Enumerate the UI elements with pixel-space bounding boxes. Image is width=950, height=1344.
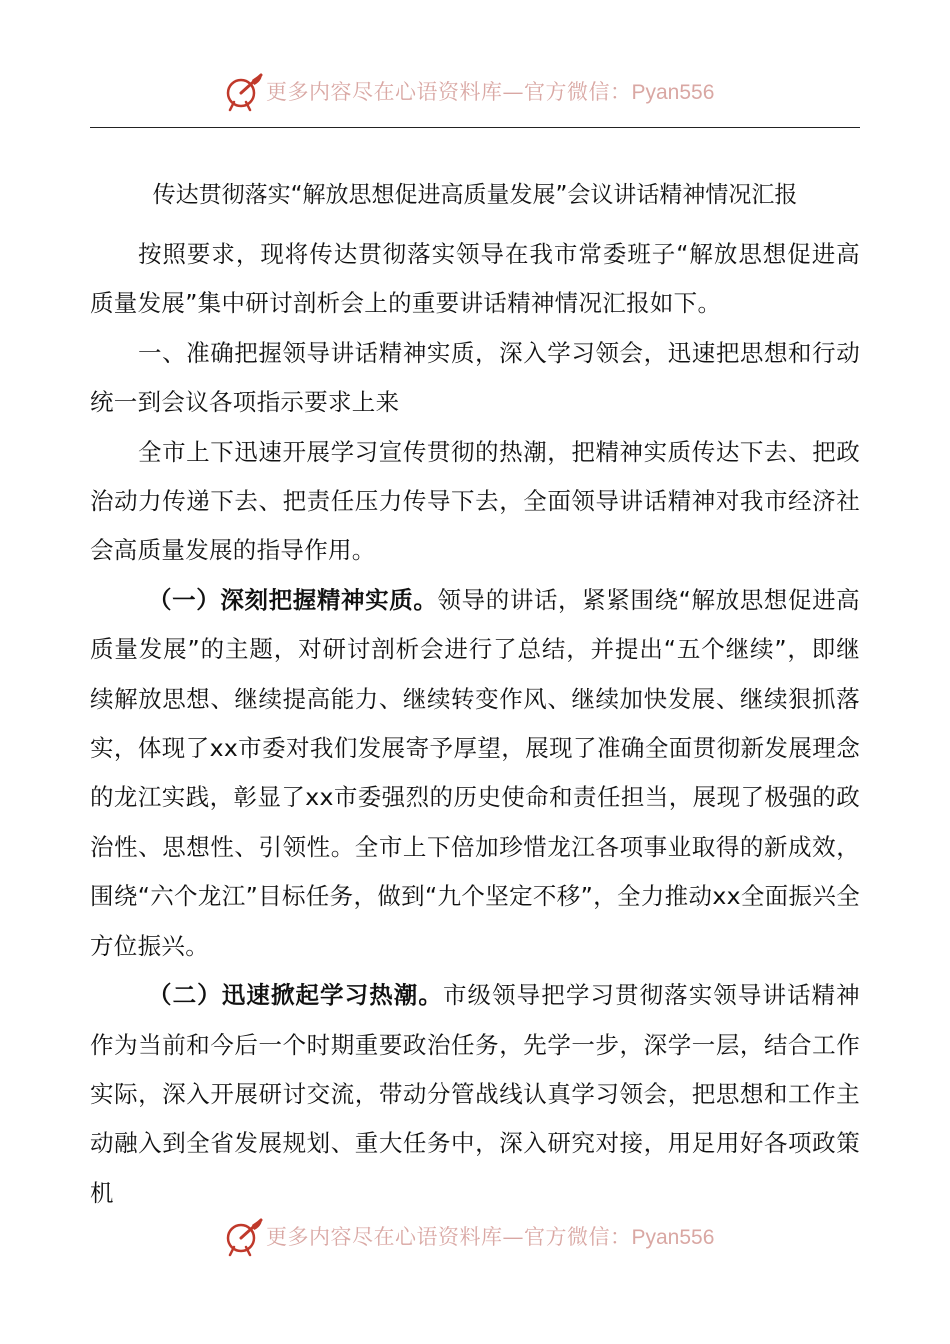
subsection-1-paragraph [90,576,860,971]
watermark-wechat-id: Pyan556 [631,1226,715,1249]
document-title: 传达贯彻落实“解放思想促进高质量发展”会议讲话精神情况汇报 [152,182,798,208]
watermark-header [0,66,950,116]
watermark-footer [0,1211,950,1261]
watermark-text [266,76,714,106]
watermark-label: 更多内容尽在心语资料库—官方微信： [266,80,632,104]
subsection-2-paragraph [90,971,860,1218]
watermark-wechat-id: Pyan556 [631,81,715,104]
watermark-label: 更多内容尽在心语资料库—官方微信： [266,1225,632,1249]
subsection-2-body: 市级领导把学习贯彻落实领导讲话精神作为当前和今后一个时期重要政治任务，先学一步，深学一层，结合工作实际，深入开展研讨交流，带动分管战线认真学习领会，把思想和工作主动融入到全省发展规划、重大任务中，深入研究对接，用足用好各项政策机 [90,981,860,1207]
quill-logo-icon [224,1217,264,1257]
document-body [90,230,860,1218]
header-divider [90,127,860,128]
subsection-1-lead: （一）深刻把握精神实质。 [148,585,438,614]
quill-logo-icon [224,72,264,112]
section-1-paragraph: 全市上下迅速开展学习宣传贯彻的热潮，把精神实质传达下去、把政治动力传递下去、把责任压力传导下去，全面领导讲话精神对我市经济社会高质量发展的指导作用。 [90,437,860,565]
section-1-heading: 一、准确把握领导讲话精神实质，深入学习领会，迅速把思想和行动统一到会议各项指示要求上来 [90,338,860,417]
subsection-2-lead: （二）迅速掀起学习热潮。 [148,981,443,1010]
intro-paragraph: 按照要求，现将传达贯彻落实领导在我市常委班子“解放思想促进高质量发展”集中研讨剖析会上的重要讲话精神情况汇报如下。 [90,240,860,318]
subsection-1-body: 领导的讲话，紧紧围绕“解放思想促进高质量发展”的主题，对研讨剖析会进行了总结，并提出“五个继续”，即继续解放思想、继续提高能力、继续转变作风、继续加快发展、继续狠抓落实，体现了xx市委对我们发展寄予厚望，展现了准确全面贯彻新发展理念的龙江实践，彰显了xx市委强烈的历史使命和责任担当，展现了极强的政治性、思想性、引领性。全市上下倍加珍惜龙江各项事业取得的新成效，围绕“六个龙江”目标任务，做到“九个坚定不移”，全力推动xx全面振兴全方位振兴。 [90,585,860,960]
watermark-text [266,1221,714,1251]
